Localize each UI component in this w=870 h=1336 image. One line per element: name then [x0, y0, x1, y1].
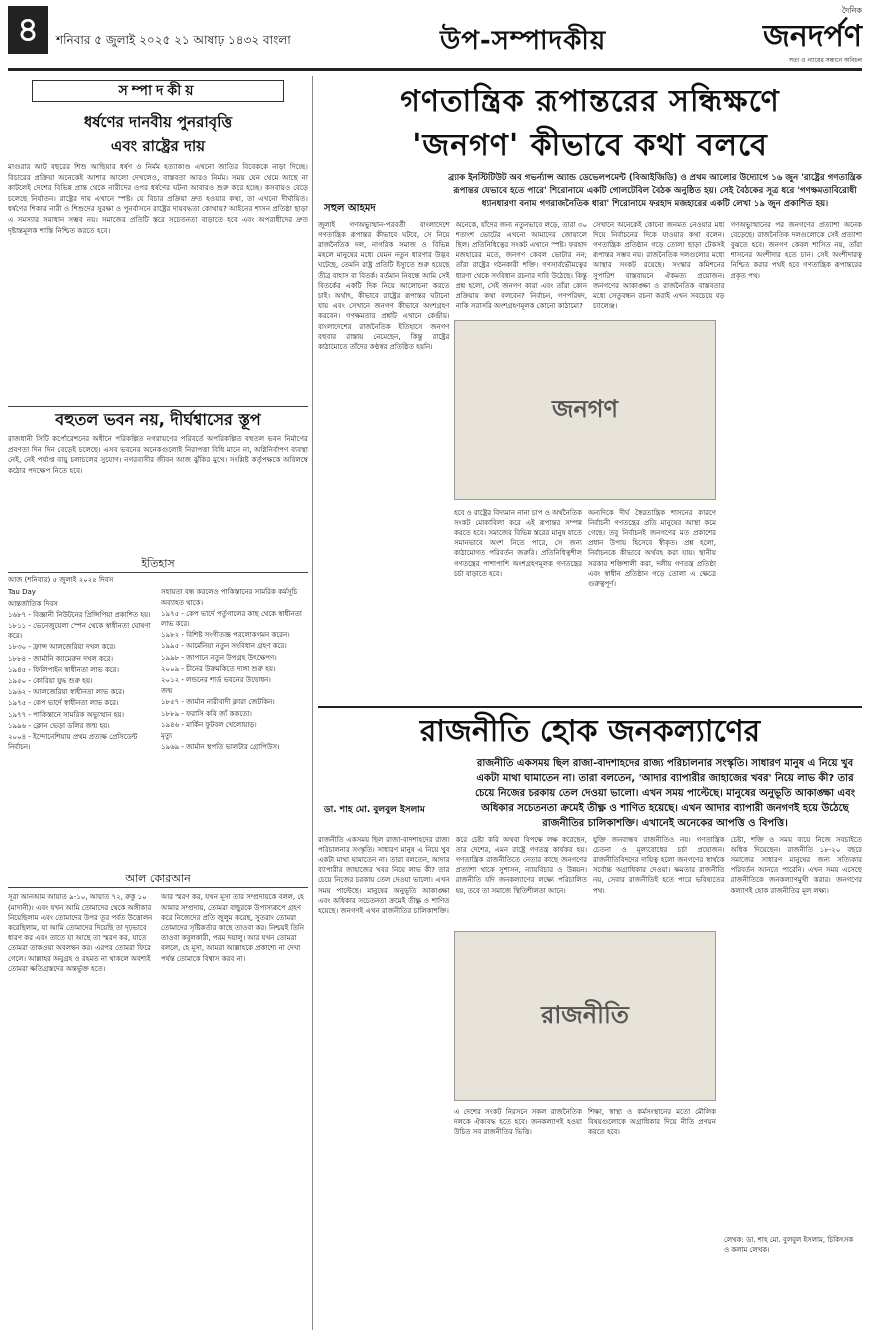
date-line: শনিবার ৫ জুলাই ২০২৫ ২১ আষাঢ় ১৪৩২ বাংলা: [56, 33, 291, 47]
header-rule: [8, 68, 862, 71]
left-column: [8, 76, 308, 1330]
article2-bottom2: শিক্ষা, স্বাস্থ্য ও কর্মসংস্থানের মতো মৌলিক বিষয়গুলোকে অগ্রাধিকার দিয়ে নীতি প্রণয়ন করতে হবে।: [588, 1107, 716, 1136]
article1-lead: [318, 172, 862, 216]
brand-name: জনদর্পণ: [762, 18, 862, 54]
second-editorial-title: বহুতল ভবন নয়, দীর্ঘশ্বাসের স্তূপ: [8, 406, 308, 431]
history-item: ১৯৪৬ - মার্কিন ফুটবল খেলোয়াড়।: [161, 720, 257, 729]
history-item: মৃত্যু: [161, 732, 173, 741]
article1-lower1: হবে ও রাষ্ট্রের বিদ্যমান নানা চাপ ও অর্থনৈতিক সংকট মোকাবিলা করে এই রূপান্তর সম্পন্ন করতে হবে। সমাজের বিভিন্ন স্তরের মানুষ যাতে সমানভাবে অংশ নিতে পারে, সে জন্য কাঠামোগত পরিবর্তন জরুরি। প্রতিনিধিত্বশীল গণতন্ত্রের পাশাপাশি অংশগ্রহণমূলক গণতন্ত্রের চর্চা বাড়াতে হবে।: [454, 508, 582, 578]
history-item: ১৯৪৫ - ফিলিপাইন স্বাধীনতা লাভ করে।: [8, 665, 119, 674]
section-title: উপ-সম্পাদকীয়: [440, 26, 607, 56]
article2-author: ডা. শাহ মো. বুলবুল ইসলাম: [324, 804, 425, 815]
history-columns: [8, 587, 308, 867]
history-right: [161, 587, 308, 867]
quran-left: সূরা আনআম আয়াত ৯-১০, আয়াত ৭২, রুকু ১০ (মাদানী)। এবং যখন আমি তোমাদের থেকে অঙ্গীকার নিয়েছিলাম এবং তোমাদের উপর তূর পর্বত উত্তোলন করেছিলাম, যা আমি তোমাদের দিয়েছি তা দৃঢ়ভাবে ধারণ কর এবং তাতে যা আছে তা স্মরণ কর, যাতে তোমরা তাকওয়া অবলম্বন কর। এরপর তোমরা ফিরে গেলে। আল্লাহর অনুগ্রহ ও রহমত না থাকলে অবশ্যই তোমরা ক্ষতিগ্রস্তদের অন্তর্ভুক্ত হতে।: [8, 893, 153, 973]
column-divider: [312, 76, 313, 1330]
article1-title-line2: 'জনগণ' কীভাবে কথা বলবে: [412, 128, 768, 163]
history-item: ১৯৭৫ - কেপ ভার্দে স্বাধীনতা লাভ করে।: [8, 699, 119, 708]
editorial-body: মাগুরার আট বছরের শিশু আছিয়ার ধর্ষণ ও নির্মম হত্যাকাণ্ড এখনো জাতির বিবেককে নাড়া দিচ্ছে। বিচারের প্রক্রিয়া অনেকেই আশার আলো দেখলেও, বাস্তবতা আরও নির্মম। সময় যেন থেমে আছে না কাটলেই দেশের বিভিন্ন প্রান্ত থেকে নারীদের ওপর ধর্ষণের ঘটনা আবারও শুরু করে হচ্ছে। কসবায়ও বেড়ে চলেছে নির্যাতন। রাষ্ট্রের দায় এখানে স্পষ্ট। যে বিচার প্রক্রিয়া দ্রুত হওয়ার কথা, তা এখনো দীর্ঘায়িত। ধর্ষণের শিকার নারী ও শিশুদের সুরক্ষা ও পুনর্বাসনে রাষ্ট্রের দায়বদ্ধতা কোথায়? আইনের শাসন প্রতিষ্ঠা ছাড়া এ সমস্যার সমাধান সম্ভব নয়। সমাজের প্রতিটি স্তরে সচেতনতা বাড়াতে হবে এবং অপরাধীদের দ্রুত দৃষ্টান্তমূলক শাস্তি নিশ্চিত করতে হবে।: [8, 162, 308, 235]
history-item: ১৯৬২ - আলজেরিয়া স্বাধীনতা লাভ করে।: [8, 688, 125, 697]
article1-col4-text: গণঅভ্যুত্থানের পর জনগণের প্রত্যাশা অনেক বেড়েছে। রাজনৈতিক দলগুলোকে সেই প্রত্যাশা বুঝতে হবে। জনগণ কেবল শাসিত নয়, তাঁরা শাসনের অংশীদার হতে চান। সেই অংশীদারত্ব নিশ্চিত করার পথই হবে গণতান্ত্রিক রূপান্তরের প্রকৃত পথ।: [730, 220, 862, 280]
quran-heading: আল কোরআন: [8, 871, 308, 888]
history-item: ১৯৬৯ - জার্মান স্থপতি ভালটার গ্রোপিউস।: [161, 743, 280, 752]
article2-illustration-label: রাজনীতি: [541, 1001, 629, 1030]
article2-col3-text: যুক্তি জনবান্ধব রাজনীতিও নয়। গণতান্ত্রিক চেতনা ও মূল্যবোধের চর্চা প্রয়োজন। রাজনীতিবিদদের দায়িত্ব হলো জনগণের স্বার্থকে সর্বোচ্চ অগ্রাধিকার দেওয়া। ক্ষমতার রাজনীতি নয়, সেবার রাজনীতিই হতে পারে ভবিষ্যতের পথ।: [593, 835, 725, 895]
article2-lead-text: রাজনীতি একসময় ছিল রাজা-বাদশাহদের রাজ্য পরিচালনার সংস্কৃতি। সাধারণ মানুষ এ নিয়ে খুব একটা মাথা ঘামাতেন না। তারা বলতেন, 'আদার ব্যাপারীর জাহাজের খবর' নিয়ে লাভ কী? তার চেয়ে নিজের চরকায় তেল দেওয়া ভালো। এখন সময় পাল্টেছে। মানুষের অনুভূতি আকাঙ্ক্ষা এবং অধিকার সচেতনতা ক্রমেই তীক্ষ্ণ ও শাণিত হয়েছে। এখন আদার ব্যাপারী জনগণই হয়ে উঠেছে রাজনীতির চালিকাশক্তি। এখানেই অনেকের আপত্তি ও বিপত্তি।: [474, 757, 856, 829]
history-item: ১৯৭৭ - পাকিস্তানে সামরিক অভ্যুত্থান হয়।: [8, 710, 125, 719]
quran-columns: [8, 892, 308, 1282]
article2-body: [318, 835, 862, 1255]
history-left: [8, 587, 155, 867]
history-item: আন্তর্জাতিক দিবস: [8, 599, 58, 608]
history-item: ১৯৫০ - কোরিয়া যুদ্ধ শুরু হয়।: [8, 677, 93, 686]
article1-col1: [318, 220, 450, 700]
article1-lead-text: ব্র্যাক ইনস্টিটিউট অব গভর্ন্যান্স অ্যান্ড ডেভেলপমেন্ট (বিআইজিডি) ও প্রথম আলোর উদ্যোগে ১৬ জুন 'রাষ্ট্রের গণতান্ত্রিক রূপান্তর যেভাবে হতে পারে' শিরোনামে একটি গোলটেবিল বৈঠক অনুষ্ঠিত হয়। সেই বৈঠকের সূত্র ধরে 'গণক্ষমতাবিরোধী ধ্যানধারণা বনাম গণরাজনৈতিক ধারা' শিরোনামে ফরহাদ মজহারের একটি লেখা ১৯ জুন প্রকাশিত হয়।: [448, 173, 862, 209]
article2-bottom1: এ দেশের সংকট নিরসনে সকল রাজনৈতিক দলকে ঐক্যবদ্ধ হতে হবে। জনকল্যাণই হওয়া উচিত সব রাজনীতির ভিত্তি।: [454, 1107, 582, 1136]
history-item: ১৯৯৬ - ক্লোন ভেড়া ডলির জন্ম হয়।: [8, 721, 110, 730]
history-item: ২০১২ - লন্ডনের শার্ড ভবনের উদ্বোধন।: [161, 676, 271, 685]
article2-lead: [318, 756, 862, 831]
main-column: [318, 76, 862, 1330]
article1-byline: সহুল আহমদ: [324, 203, 376, 214]
brand-prefix: দৈনিক: [841, 6, 862, 15]
article2-illustration: [454, 931, 716, 1101]
editorial-title: [8, 110, 308, 158]
editorial-label: সম্পাদকীয়: [32, 80, 284, 102]
article1-col4: [731, 220, 863, 700]
history-item: ১৯৯৮ - জাপানে নতুন উপগ্রহ উৎক্ষেপণ।: [161, 653, 277, 662]
brand-tagline: সত্য ও ন্যায়ের সন্ধানে অবিচল: [789, 56, 862, 64]
history-item: ১৯৭৫ - কেপ ভার্দে পর্তুগালের কাছ থেকে স্বাধীনতা লাভ করে।: [161, 609, 302, 629]
article1-col2-text: অনেকে, যাঁদের জন্য নতুনভাবে লড়ে, তারা ৩০ শতাংশ ভোটের এখনো আমাদের জোয়ালে ছিল। প্রতিনিধিত্বের সংকট এখানে স্পষ্ট। ফরহাদ মজহারের মতে, জনগণ কেবল ভোটার নন; তাঁরা রাষ্ট্রের গঠনকারী শক্তি। গণসার্বভৌমত্বের ধারণা থেকে সংবিধান রচনার দাবি উঠেছে। কিন্তু প্রশ্ন হলো, সেই জনগণ কারা এবং তাঁরা কোন প্রক্রিয়ায় কথা বলবেন? নির্বাচন, গণপরিষদ, নাকি সরাসরি অংশগ্রহণমূলক কোনো কাঠামো?: [455, 220, 587, 311]
quran-right: আর স্মরণ কর, যখন মূসা তার সম্প্রদায়কে বলল, হে আমার সম্প্রদায়, তোমরা বাছুরকে উপাস্যরূপে গ্রহণ করে নিজেদের প্রতি জুলুম করেছ, সুতরাং তোমরা তোমাদের সৃষ্টিকর্তার কাছে তাওবা কর। নিশ্চয়ই তিনি তাওবা কবুলকারী, পরম দয়ালু। আর যখন তোমরা বললে, হে মূসা, আমরা আল্লাহকে প্রকাশ্যে না দেখা পর্যন্ত তোমাকে বিশ্বাস করব না।: [161, 893, 305, 963]
article2-col4: চেষ্টা, শক্তি ও সময় ব্যয়ে নিজে সবচাইতে অধিক দিয়েছেন। রাজনীতি ১৮-২০ বছরে সমাজের সাধারণ মানুষের জন্য সত্যিকার পরিবর্তন আনতে পারেনি। এখন সময় এসেছে রাজনীতিকে জনকল্যাণমুখী করার। জনগণের কল্যাণই হোক রাজনীতির মূল লক্ষ্য।: [730, 835, 862, 895]
article1-body: [318, 220, 862, 700]
history-intro: আজ (শনিবার) ৫ জুলাই ২০২৫ দিবস: [8, 576, 114, 584]
history-item: জন্ম: [161, 687, 173, 696]
page-header: [8, 6, 862, 76]
article1-col1-text: জুলাই গণঅভ্যুত্থান-পরবর্তী বাংলাদেশে গণতান্ত্রিক রূপান্তর কীভাবে ঘটবে, সে নিয়ে রাজনৈতিক দল, নাগরিক সমাজ ও বিভিন্ন মহলে মানুষের মধ্যে যেমন নতুন ধারণার উদ্ভব ঘটেছে, তেমনি রাষ্ট্র প্রতিটি ইস্যুতে শুরু হয়েছে তীব্র বাহাস বা বিতর্ক। বর্তমান নিবন্ধে আমি সেই বিতর্কের একটি দিক নিয়ে আলোচনা করতে চাই। অর্থাৎ, কীভাবে রাষ্ট্রের রূপান্তর ঘটানো যায় এবং সেখানে জনগণ কীভাবে অংশগ্রহণ করবেন। গণক্ষমতার প্রশ্নটি এখানে কেন্দ্রীয়। বাংলাদেশের রাজনৈতিক ইতিহাসে জনগণ বহুবার রাস্তায় নেমেছেন, কিন্তু রাষ্ট্রের কাঠামোতে তাঁদের কণ্ঠস্বর প্রতিষ্ঠিত হয়নি।: [318, 220, 450, 351]
article2-bottom3: লেখক: ডা. শাহ মো. বুলবুল ইসলাম, চিকিৎসক ও কলাম লেখক।: [724, 1235, 854, 1254]
history-item: ১৮১১ - ভেনেজুয়েলা স্পেন থেকে স্বাধীনতা ঘোষণা করে।: [8, 622, 151, 641]
editorial-title-line1: ধর্ষণের দানবীয় পুনরাবৃত্তি: [83, 113, 233, 131]
article1-lower2: অন্যদিকে দীর্ঘ স্বৈরতান্ত্রিক শাসনের কারণে নির্বাচনী গণতন্ত্রের প্রতি মানুষের আস্থা কমে গেছে। তবু নির্বাচনই জনগণের মত প্রকাশের প্রধান উপায় হিসেবে স্বীকৃত। প্রশ্ন হলো, নির্বাচনকে কীভাবে অর্থবহ করা যায়। স্থানীয় সরকার শক্তিশালী করা, দলীয় গণতন্ত্র প্রতিষ্ঠা এবং স্বাধীন প্রতিষ্ঠান গড়ে তোলা এ ক্ষেত্রে গুরুত্বপূর্ণ।: [588, 508, 716, 588]
article1-illustration-label: জনগণ: [551, 395, 619, 424]
history-item: ১৯৯৫ - আর্মেনিয়া নতুন সংবিধান গ্রহণ করে।: [161, 642, 287, 651]
article2-col2-text: করে চেষ্টা করি অথবা বিপক্ষে লক্ষ করেছেন, তার দেশের, এমন রাষ্ট্রে গণতন্ত্র কার্যকর হয়। গণতান্ত্রিক রাজনীতিতে নেতার কাছে জনগণের প্রত্যাশা থাকে সুশাসন, ন্যায়বিচার ও উন্নয়ন। রাজনীতি যদি জনকল্যাণের লক্ষ্যে পরিচালিত হয়, তবে তা সমাজে স্থিতিশীলতা আনে।: [455, 835, 587, 895]
history-item: Tau Day: [8, 588, 36, 597]
history-item: সহায়তা বন্ধ করলেও পাকিস্তানের সামরিক কর্মসূচি অব্যাহত থাকে।: [161, 588, 298, 607]
second-editorial-body: রাজধানী সিটি কর্পোরেশনের অধীনে পরিকল্পিত নগরায়ণের পরিবর্তে অপরিকল্পিত বহুতল ভবন নির্মাণের প্রবণতা দিন দিন বেড়েই চলেছে। এসব ভবনের অনেকগুলোই নিরাপত্তা বিধি মানে না, অগ্নিনির্বাপণ ব্যবস্থা নেই, নেই পর্যাপ্ত বায়ু চলাচলের সুযোগ। নগরবাসীর জীবন আজ ঝুঁকির মুখে। সংশ্লিষ্ট কর্তৃপক্ষকে অবিলম্বে কঠোর পদক্ষেপ নিতে হবে।: [8, 434, 308, 475]
article1-illustration: [454, 320, 716, 500]
history-item: ২০০৯ - চীনের উরুমকিতে দাঙ্গা শুরু হয়।: [161, 664, 276, 673]
article2-col1: রাজনীতি একসময় ছিল রাজা-বাদশাহদের রাজ্য পরিচালনার সংস্কৃতি। সাধারণ মানুষ এ নিয়ে খুব একটা মাথা ঘামাতেন না। তারা বলতেন, আদার ব্যাপারীর জাহাজের খবর নিয়ে লাভ কী? তার চেয়ে নিজের চরকায় তেল দেওয়া ভালো। এখন সময় পাল্টেছে। মানুষের অনুভূতি আকাঙ্ক্ষা এবং অধিকার সচেতনতা ক্রমেই তীক্ষ্ণ ও শাণিত হয়েছে। জনগণই এখন রাজনীতির চালিকাশক্তি।: [318, 835, 450, 915]
history-item: ২০০৪ - ইন্দোনেশিয়ায় প্রথম প্রত্যক্ষ প্রেসিডেন্ট নির্বাচন।: [8, 733, 138, 752]
history-item: ১৯৮২ - বিশিষ্ট সংগীতজ্ঞ পরলোকগমন করেন।: [161, 631, 290, 640]
brand-logo: [682, 6, 862, 64]
history-heading: ইতিহাস: [8, 556, 308, 573]
history-item: ১৮৮৯ - ফরাসি কবি জ্যঁ ককতো।: [161, 709, 252, 718]
history-item: ১৬৮৭ - বিজ্ঞানী নিউটনের প্রিন্সিপিয়া প্রকাশিত হয়।: [8, 610, 151, 619]
history-item: ১৮৩০ - ফ্রান্স আলজেরিয়া দখল করে।: [8, 643, 116, 652]
editorial-title-line2: এবং রাষ্ট্রের দায়: [110, 137, 206, 155]
article1-col3-text: সেখানে অনেকেই কোনো জনমত নেওয়ার মধ্য দিয়ে নির্বাচনের দিকে যাওয়ার কথা বলেন। গণতান্ত্রিক প্রতিষ্ঠান গড়ে তোলা ছাড়া টেকসই রূপান্তর সম্ভব নয়। রাজনৈতিক দলগুলোর মধ্যে আস্থার সংকট রয়েছে। সংস্কার কমিশনের সুপারিশ বাস্তবায়নে ঐকমত্য প্রয়োজন। জনগণের আকাঙ্ক্ষা ও রাজনৈতিক বাস্তবতার মধ্যে সেতুবন্ধন রচনা করাই এখন সবচেয়ে বড় চ্যালেঞ্জ।: [593, 220, 725, 311]
history-item: ১৮৫৭ - জার্মান নারীবাদী ক্লারা জেটকিন।: [161, 698, 275, 707]
article2-title: রাজনীতি হোক জনকল্যাণের: [318, 706, 862, 754]
history-item: ১৮৮৪ - জার্মানি ক্যামেরুন দখল করে।: [8, 654, 113, 663]
article1-title-line1: গণতান্ত্রিক রূপান্তরের সন্ধিক্ষণে: [400, 84, 780, 119]
page-number: ৪: [8, 6, 48, 54]
article1-title: [318, 80, 862, 168]
